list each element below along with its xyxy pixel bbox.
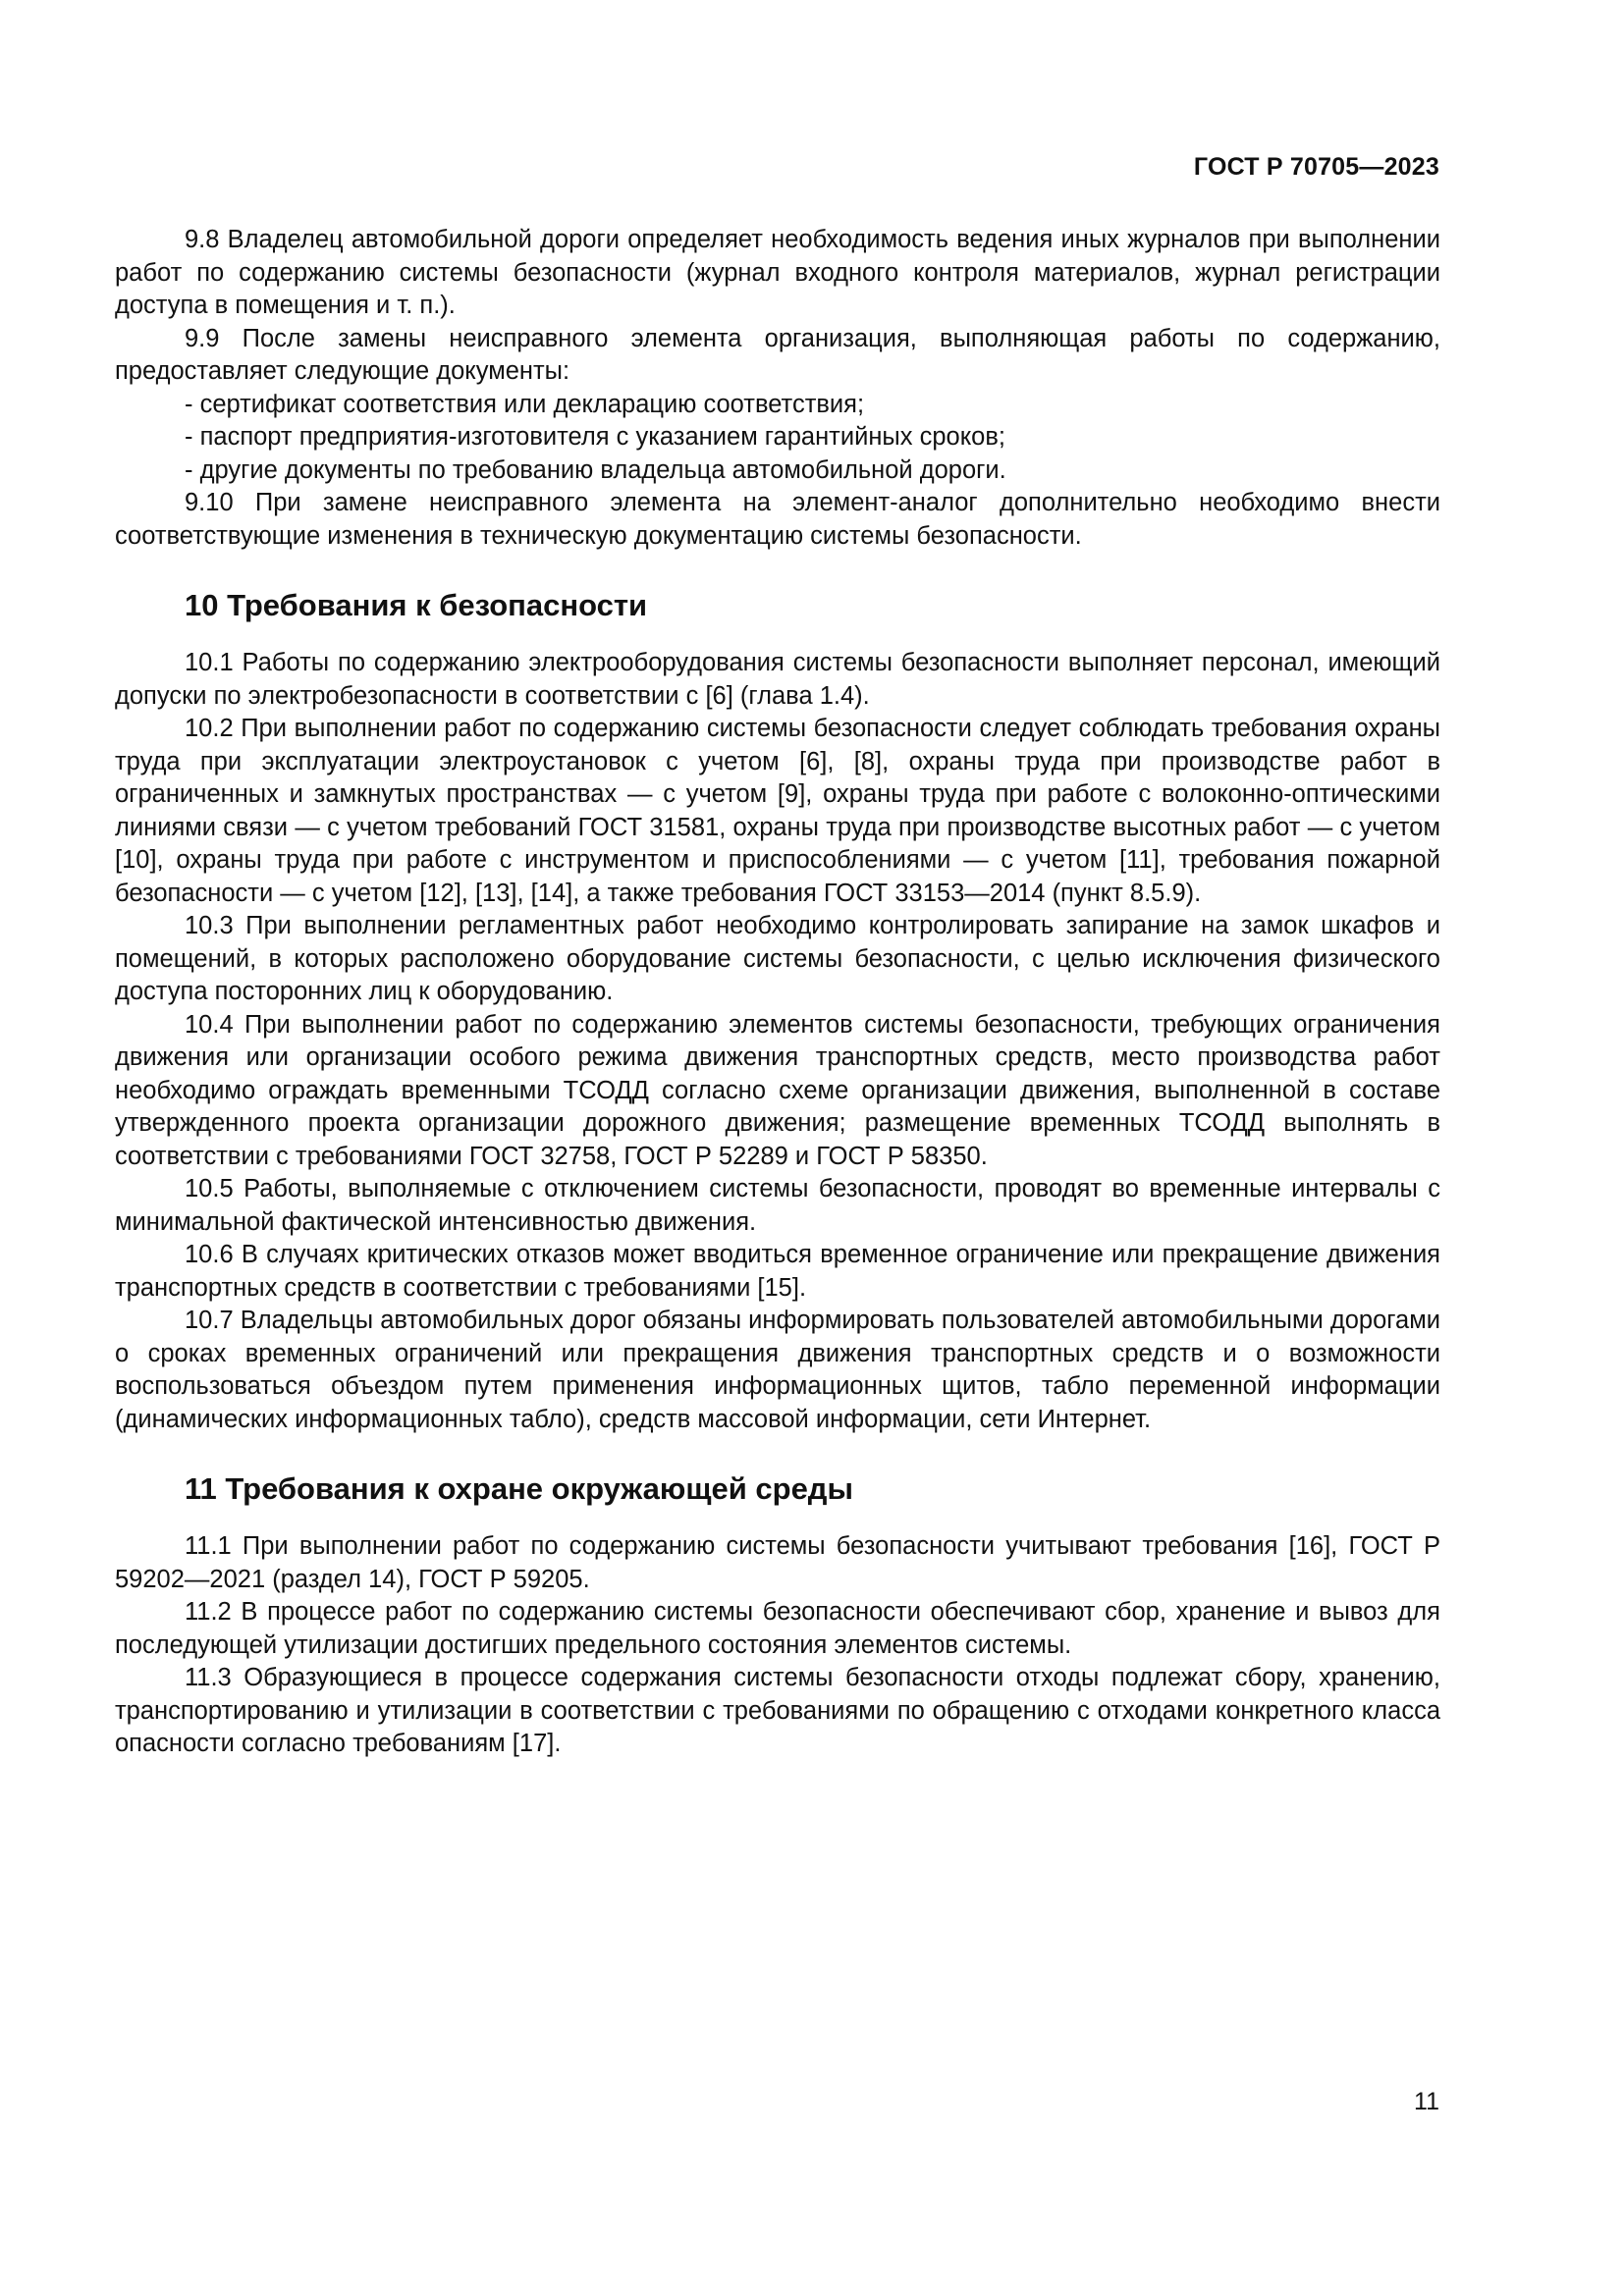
paragraph-11-3: 11.3 Образующиеся в процессе содержания системы безопасности отходы подлежат сбору, хранению, транспортированию и утилизации в соответствии с требованиями по обращению с отходами конкретного класса опасности согласно требованиям [17]. <box>115 1664 1440 1757</box>
section-11-heading: 11 Требования к охране окружающей среды <box>185 1471 853 1506</box>
list-item-certificate: - сертификат соответствия или декларацию соответствия; <box>185 390 865 418</box>
page-number: 11 <box>1414 2088 1439 2115</box>
paragraph-10-6: 10.6 В случаях критических отказов может вводиться временное ограничение или прекращение движения транспортных средств в соответствии с требованиями [15]. <box>115 1241 1440 1302</box>
section-10-heading: 10 Требования к безопасности <box>185 588 648 622</box>
paragraph-9-10: 9.10 При замене неисправного элемента на элемент-аналог дополнительно необходимо внести соответствующие изменения в техническую документацию системы безопасности. <box>115 489 1440 550</box>
list-item-passport: - паспорт предприятия-изготовителя с указанием гарантийных сроков; <box>185 423 1005 451</box>
list-item-other-documents: - другие документы по требованию владельца автомобильной дороги. <box>185 455 1006 484</box>
paragraph-10-1: 10.1 Работы по содержанию электрооборудования системы безопасности выполняет персонал, имеющий допуски по электробезопасности в соответствии с [6] (глава 1.4). <box>115 649 1440 710</box>
paragraph-9-8: 9.8 Владелец автомобильной дороги определяет необходимость ведения иных журналов при выполнении работ по содержанию системы безопасности (журнал входного контроля материалов, журнал регистрации доступа в помещения и т. п.). <box>115 226 1440 319</box>
paragraph-10-2: 10.2 При выполнении работ по содержанию системы безопасности следует соблюдать требования охраны труда при эксплуатации электроустановок с учетом [6], [8], охраны труда при производстве работ в ограниченных и замкнутых пространствах — с учетом [9], охраны труда при работе с волоконно-оптическими линиями связи — с учетом требований ГОСТ 31581, охраны труда при производстве высотных работ — с учетом [10], охраны труда при работе с инструментом и приспособлениями — с учетом [11], требования пожарной безопасности — с учетом [12], [13], [14], а также требования ГОСТ 33153—2014 (пункт 8.5.9). <box>115 715 1440 907</box>
document-code-header: ГОСТ Р 70705—2023 <box>1193 153 1439 181</box>
paragraph-10-7: 10.7 Владельцы автомобильных дорог обязаны информировать пользователей автомобильными дорогами о сроках временных ограничений или прекращения движения транспортных средств и о возможности воспользоваться объездом путем применения информационных щитов, табло переменной информации (динамических информационных табло), средств массовой информации, сети Интернет. <box>115 1307 1440 1433</box>
paragraph-11-2: 11.2 В процессе работ по содержанию системы безопасности обеспечивают сбор, хранение и вывоз для последующей утилизации достигших предельного состояния элементов системы. <box>115 1598 1440 1659</box>
paragraph-11-1: 11.1 При выполнении работ по содержанию системы безопасности учитывают требования [16], ГОСТ Р 59202—2021 (раздел 14), ГОСТ Р 59205. <box>115 1532 1440 1593</box>
paragraph-10-3: 10.3 При выполнении регламентных работ необходимо контролировать запирание на замок шкафов и помещений, в которых расположено оборудование системы безопасности, с целью исключения физического доступа посторонних лиц к оборудованию. <box>115 912 1440 1005</box>
page-content <box>115 224 1440 1761</box>
paragraph-9-9: 9.9 После замены неисправного элемента организация, выполняющая работы по содержанию, предоставляет следующие документы: <box>115 324 1440 385</box>
paragraph-10-5: 10.5 Работы, выполняемые с отключением системы безопасности, проводят во временные интервалы с минимальной фактической интенсивностью движения. <box>115 1175 1440 1236</box>
paragraph-10-4: 10.4 При выполнении работ по содержанию элементов системы безопасности, требующих ограничения движения или организации особого режима движения транспортных средств, место производства работ необходимо ограждать временными ТСОДД согласно схеме организации движения, выполненной в составе утвержденного проекта организации дорожного движения; размещение временных ТСОДД выполнять в соответствии с требованиями ГОСТ 32758, ГОСТ Р 52289 и ГОСТ Р 58350. <box>115 1010 1440 1170</box>
